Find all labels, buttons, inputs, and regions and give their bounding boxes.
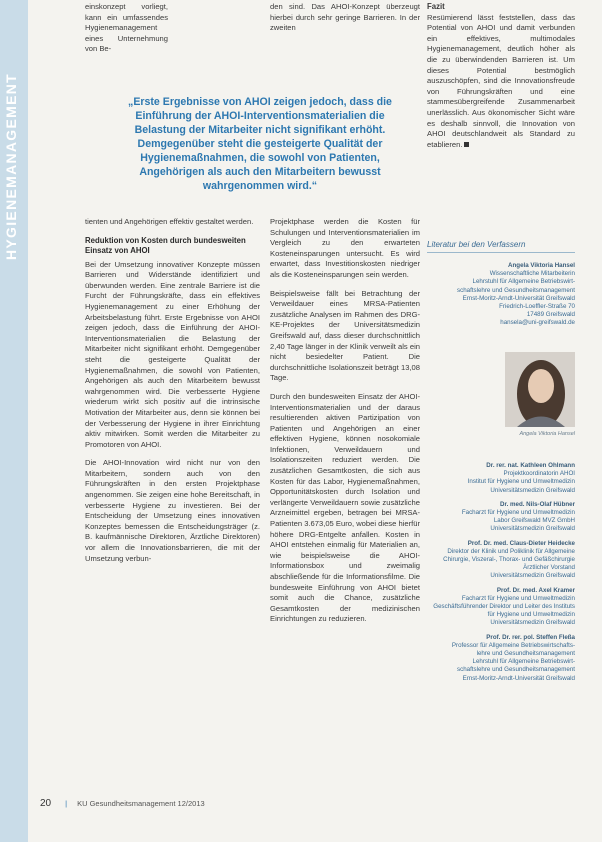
author-line: schaftslehre und Gesundheitsmanagement (457, 666, 575, 674)
pull-quote: „Erste Ergebnisse von AHOI zeigen jedoch, dass die Einführung der AHOI-Interventionsmaterialien die Belastung der Mitarbeiter nicht signifikant erhöht. Demgegenüber steht die gesteigerte Qualität der Hygienemaßnahmen, die sowohl von Patienten, Angehörigen als auch den Mitarbeitern bewusst wahrgenommen wird.“ (128, 96, 392, 192)
paragraph: Die AHOI-Innovation wird nicht nur von den Mitarbeitern, sondern auch von den Führungskräften in den ersten Projektphase angenommen. Sie zeigen eine hohe Bereitschaft, in verbesserte Hygiene zu investieren. Bei der Entscheidung der Umsetzung eines innovativen Konzeptes bemessen die Entscheidungsträger (z. B. kaufmännische Direktoren, Ärztliche Direktoren) vor allem die Innovationsbarrieren, die mit der Umsetzung verbun- (85, 458, 260, 563)
author-line: Labor Greifswald MVZ GmbH (493, 517, 575, 525)
author-name: Prof. Dr. med. Axel Kramer (496, 586, 575, 594)
author-line: schaftslehre und Gesundheitsmanagement (457, 286, 575, 294)
end-mark (464, 142, 469, 147)
sidebar (0, 0, 28, 842)
author-list-bottom (427, 462, 575, 689)
author-photo (505, 352, 575, 427)
author-line: Ernst-Moritz-Arndt-Universität Greifswald (462, 294, 575, 302)
author-name: Angela Viktoria Hansel (508, 262, 575, 269)
author-line: Facharzt für Hygiene und Umweltmedizin (461, 594, 575, 602)
author-name: Prof. Dr. rer. pol. Steffen Fleßa (486, 633, 575, 641)
author-line: Direktor der Klinik und Poliklinik für Allgemeine Chirurgie, Viszeral-, Thorax- und Gefäßchirurgie (443, 547, 575, 564)
paragraph: Durch den bundesweiten Einsatz der AHOI-Interventionsmaterialien und der daraus resultierenden aktiven Partizipation von Patienten und Angehörigen an einer effektiven Hygiene, können nosokomiale Infektionen, Verweildauern und Isolationszeiten reduziert werden. Die zusätzlichen Gesamtkosten, die sich aus Kosten für das Labor, Hygienemaßnahmen, Opportunitätskosten durch Isolation und verlängerte Verweildauern sowie zusätzliche Arzneimittel ergeben, betragen bei MRSA-Patienten 3.673,05 Euro, wobei diese hierfür höhere DRG-Entgelte anfallen. Kosten in AHOI entstehen einmalig für Materialien an, wie beispielsweise die AHOI-Informationsbox und zweimalig abschließende für die Informationsfilme. Die bundesweite Einführung von AHOI bietet somit auch die Chance, zusätzliche Gesamtkosten der medizinischen Einrichtungen zu reduzieren. (270, 391, 420, 624)
section-heading: Reduktion von Kosten durch bundesweiten Einsatz von AHOI (85, 235, 246, 255)
paragraph: Projektphase werden die Kosten für Schulungen und Interventionsmaterialien im Vergleich zu den erwarteten Kosteneinsparungen untersucht. Es wird erwartet, dass Investitionskosten niedriger als die Kosteneinsparungen sein werden. (270, 217, 420, 279)
photo-caption: Angela Viktoria Hansel (519, 431, 575, 437)
portrait-image (505, 352, 575, 427)
author-block (427, 540, 575, 581)
author-block (427, 501, 575, 534)
author-line: Friedrich-Loeffler-Straße 70 (499, 303, 575, 311)
author-block (427, 634, 575, 683)
author-name: Prof. Dr. med. Claus-Dieter Heidecke (467, 539, 575, 547)
author-line: Professor für Allgemeine Betriebswirtschafts- (451, 641, 575, 649)
author-line: Geschäftsführender Direktor und Leiter des Instituts für Hygiene und Umweltmedizin (433, 603, 575, 619)
author-line: Ärztlicher Vorstand (523, 564, 575, 572)
author-name: Dr. rer. nat. Kathleen Ohlmann (486, 462, 575, 469)
divider (427, 252, 575, 253)
article-col1 (85, 217, 260, 572)
author-list-top (427, 262, 575, 334)
author-line: lehre und Gesundheitsmanagement (476, 650, 575, 658)
author-line: Universitätsmedizin Greifswald (490, 572, 575, 580)
fazit-text: Resümierend lässt feststellen, dass das Potential von AHOI und damit verbunden ein effektives, multimodales Hygienemanagement, deutlich höher als die zu überwindenden Barrieren ist. Um dieses Potential bestmöglich auszuschöpfen, sind die Innovationsfreude von Führungskräften und eine stammesübergreifende Zusammenarbeit unerlässlich. Aus ökonomischer Sicht wäre es deshalb sinnvoll, die Innovation von AHOI deutschlandweit als Standard zu etablieren. (427, 12, 575, 149)
literature-note: Literatur bei den Verfassern (427, 240, 526, 249)
author-line: Lehrstuhl für Allgemeine Betriebswirt- (472, 658, 575, 666)
author-line: Universitätsmedizin Greifswald (490, 486, 575, 494)
page-number: 20 (40, 798, 52, 809)
author-block (427, 462, 575, 495)
top-text-col1: einskonzept vorliegt, kann ein umfassendes Hygienemanagement eines Unternehmung von Be- (85, 2, 168, 54)
author-line: Universitätsmedizin Greifswald (490, 525, 575, 533)
paragraph: Beispielsweise fällt bei Betrachtung der Verweildauer eines MRSA-Patienten zusätzliche Analysen im Rahmen des DRG-KE-Projektes der Universitätsmedizin Greifswald auf, dass dieser durchschnittlich 2,40 Tage länger in der Klinik verweilt als ein nicht besiedelter Patient. Die durchschnittliche Isolationszeit beträgt 13,08 Tage. (270, 288, 420, 383)
author-line: Institut für Hygiene und Umweltmedizin (467, 478, 575, 486)
top-text-col2: den sind. Das AHOI-Konzept überzeugt hierbei durch sehr geringe Barrieren. In der zweiten (270, 2, 420, 33)
author-line: Universitätsmedizin Greifswald (490, 619, 575, 627)
author-name: Dr. med. Nils-Olaf Hübner (500, 500, 575, 508)
author-line: Lehrstuhl für Allgemeine Betriebswirt- (472, 278, 575, 286)
author-line: Facharzt für Hygiene und Umweltmedizin (461, 509, 575, 517)
paragraph: tienten und Angehörigen effektiv gestaltet werden. (85, 217, 254, 226)
author-line: Wissenschaftliche Mitarbeiterin (489, 270, 575, 278)
author-line: 17489 Greifswald (526, 311, 575, 319)
article-col2 (270, 217, 420, 633)
publication-name: KU Gesundheitsmanagement 12/2013 (77, 799, 205, 808)
fazit-heading: Fazit (427, 2, 445, 11)
paragraph: Bei der Umsetzung innovativer Konzepte müssen Barrieren und Widerstände identifiziert und überwunden werden. Eine zentrale Barriere ist die Furcht der Führungskräfte, dass ein effektives Hygienemanagement zu einer Erhöhung der Arbeitsbelastung führt. Erste Ergebnisse von AHOI zeigen jedoch, dass die Einführung der AHOI-Interventionsmaterialien die Belastung der Mitarbeiter nicht signifikant erhöht. Demgegenüber steht die gesteigerte Qualität der Hygienemaßnahmen, die sowohl von Patienten, Angehörigen als auch den Mitarbeitern bewusst wahrgenommen wird. Die verbesserte Hygiene wiederum wirkt sich positiv auf die intrinsische Motivation der Mitarbeiter aus, denn sie können bei der Verbesserung der Hygiene in ihrer Einrichtung aktiv mitwirken. Somit werden die Mitarbeiter zu Promotoren von AHOI. (85, 259, 260, 449)
footer-separator: | (65, 799, 68, 808)
author-line: Projektkoordinatorin AHOI (503, 470, 575, 478)
author-line: Ernst-Moritz-Arndt-Universität Greifswald (462, 674, 575, 682)
author-email: hansela@uni-greifswald.de (500, 319, 575, 327)
author-block (427, 262, 575, 328)
fazit-section (427, 2, 575, 150)
author-block (427, 587, 575, 628)
section-label: HYGIENEMANAGEMENT (3, 73, 19, 260)
page-footer (40, 798, 205, 809)
